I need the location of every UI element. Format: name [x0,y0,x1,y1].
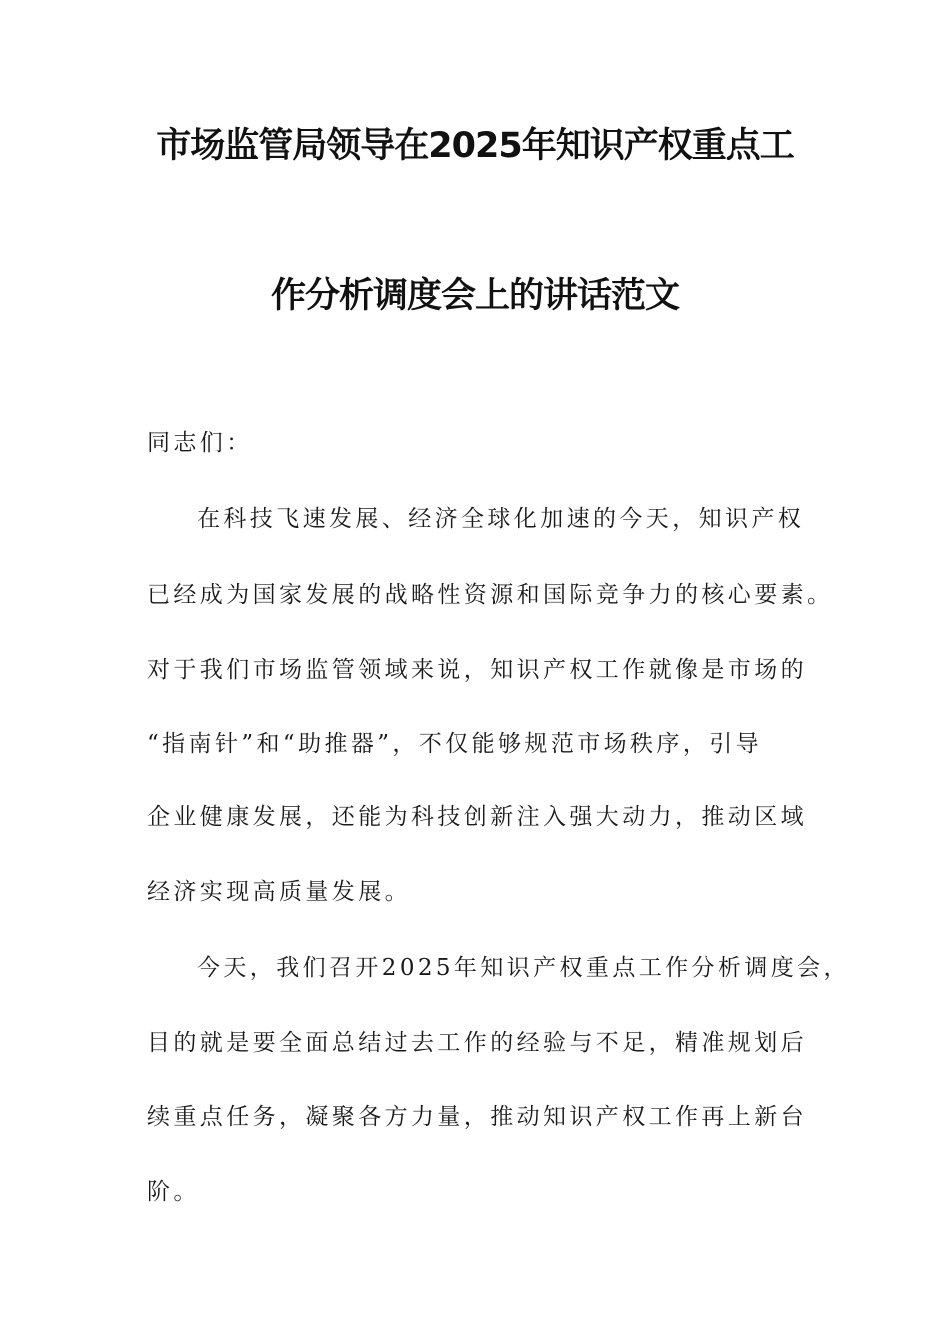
paragraph-1-line-1: 在科技飞速发展、经济全球化加速的今天，知识产权 [197,506,805,532]
paragraph-1-line-3: 对于我们市场监管领域来说，知识产权工作就像是市场的 [147,657,807,683]
paragraph-2-line-3: 续重点任务，凝聚各方力量，推动知识产权工作再上新台 [147,1104,807,1130]
paragraph-2-line-4: 阶。 [147,1179,200,1205]
document-title-line-2: 作分析调度会上的讲话范文 [270,276,679,316]
salutation: 同志们： [147,430,253,456]
paragraph-1-line-4: “指南针”和“助推器”，不仅能够规范市场秩序，引导 [147,731,763,757]
paragraph-1-line-2: 已经成为国家发展的战略性资源和国际竞争力的核心要素。 [147,582,834,608]
paragraph-1-line-5: 企业健康发展，还能为科技创新注入强大动力，推动区域 [147,804,807,830]
paragraph-2-line-2: 目的就是要全面总结过去工作的经验与不足，精准规划后 [147,1030,807,1056]
paragraph-1-line-6: 经济实现高质量发展。 [147,879,411,905]
paragraph-2-line-1: 今天，我们召开2025年知识产权重点工作分析调度会， [197,955,850,981]
document-title-line-1: 市场监管局领导在2025年知识产权重点工 [156,126,794,166]
